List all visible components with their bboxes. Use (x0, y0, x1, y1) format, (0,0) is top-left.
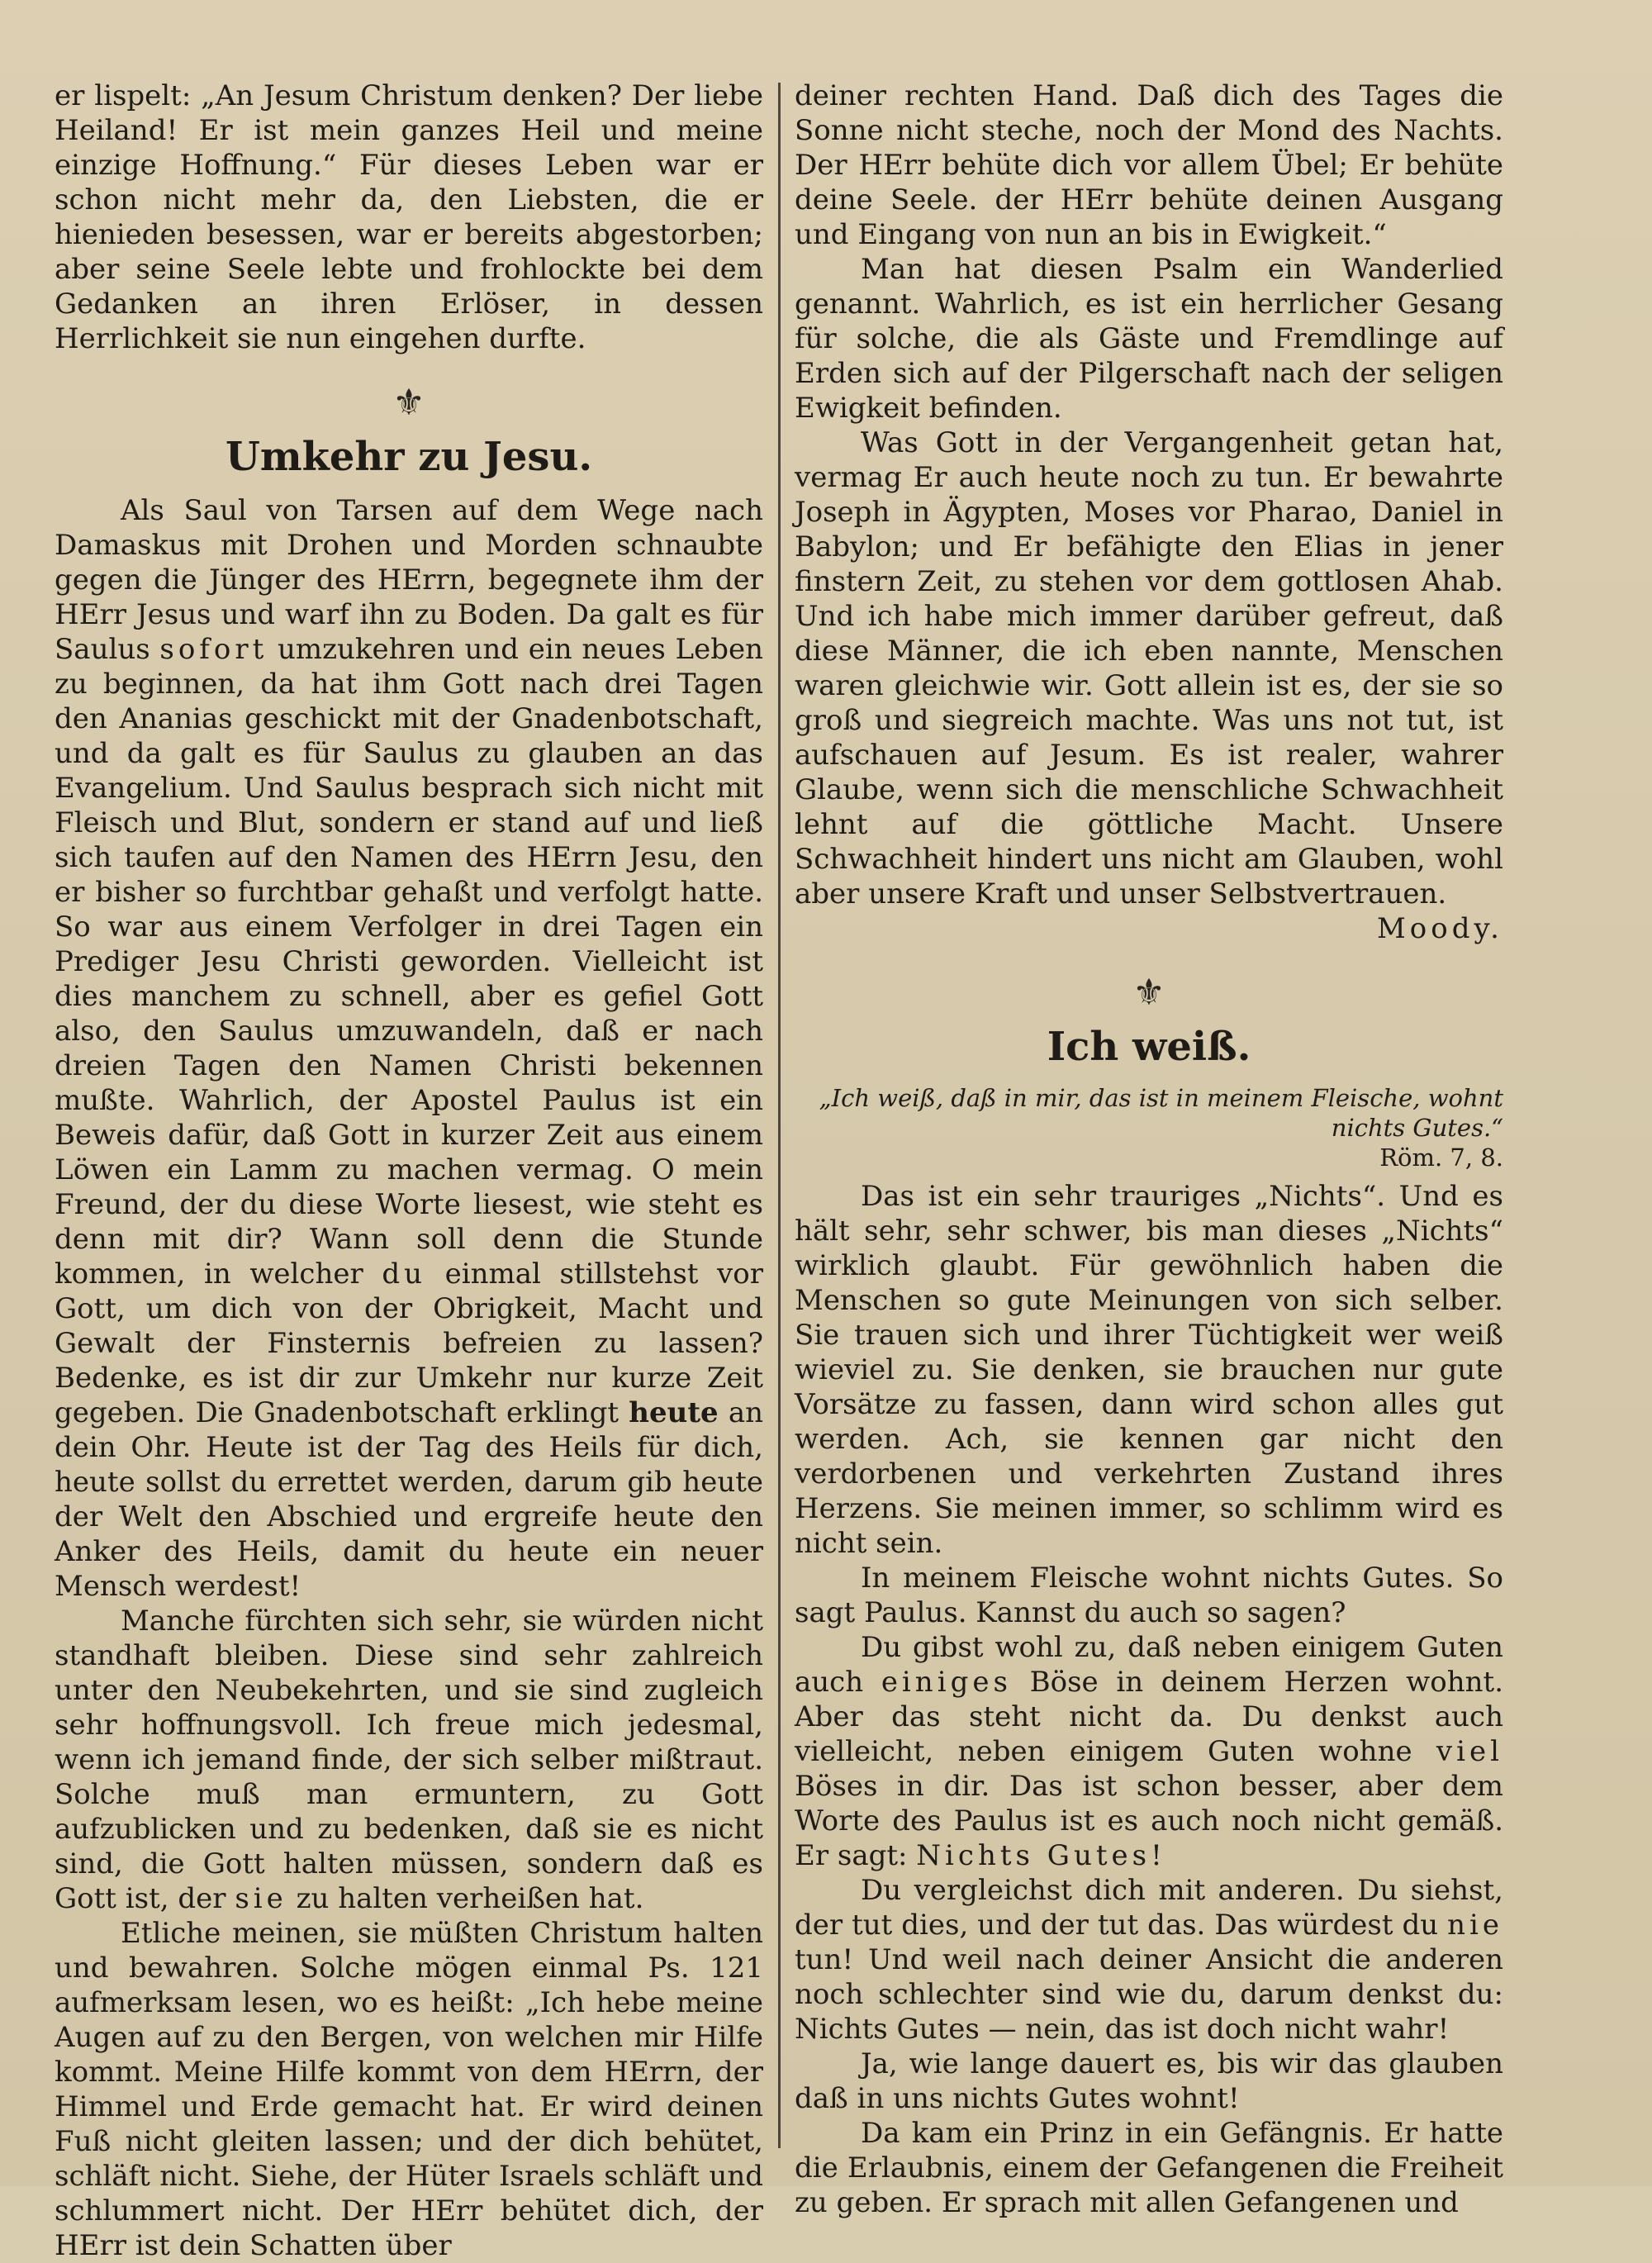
ornament-divider: ⚜ (392, 382, 425, 424)
emphasis: sie (235, 1882, 287, 1915)
paragraph: Das ist ein sehr trauriges „Nichts“. Und es hält sehr, sehr schwer, bis man dieses „Nichts“ wirklich glaubt. Für gewöhnlich haben die Menschen so gute Meinungen von sich selber. Sie trauen sich und ihrer Tüchtigkeit wer weiß wieviel zu. Sie denken, sie brauchen nur gute Vorsätze zu fassen, dann wird schon alles gut werden. Ach, sie kennen gar nicht den verdorbenen und verkehrten Zustand ihres Herzens. Sie meinen immer, so schlimm wird es nicht sein. (795, 1180, 1503, 1560)
paragraph: Da kam ein Prinz in ein Gefängnis. Er hatte die Erlaubnis, einem der Gefangenen die Freiheit zu geben. Er sprach mit allen Gefangenen und (795, 2117, 1503, 2219)
epigraph-reference: Röm. 7, 8. (1379, 1143, 1503, 1172)
emphasis: nie (1447, 1909, 1504, 1942)
emphasis: Nichts Gutes! (916, 1839, 1166, 1872)
paragraph: Du gibst wohl zu, daß neben einigem Guten auch einiges Böse in deinem Herzen wohnt. Aber das steht nicht da. Du denkst auch vielleicht, neben einigem Guten wohne viel Böses in dir. Das ist schon besser, aber dem Worte des Paulus ist es auch noch nicht gemäß. Er sagt: Nichts Gutes! (795, 1631, 1504, 1872)
paragraph: Man hat diesen Psalm ein Wanderlied genannt. Wahrlich, es ist ein herrlicher Gesang für solche, die als Gäste und Fremdlinge auf Erden sich auf der Pilgerschaft nach der seligen Ewigkeit befinden. (795, 253, 1503, 425)
emphasis: viel (1436, 1735, 1503, 1768)
article-heading-ich-weiss: Ich weiß. (1047, 1024, 1251, 1070)
epigraph (795, 1083, 1503, 1172)
right-column (795, 78, 1504, 2219)
author-signature: Moody. (1376, 912, 1503, 945)
emphasis: sofort (159, 633, 268, 666)
left-column (55, 78, 764, 2262)
emphasis-bold: heute (629, 1396, 719, 1429)
paragraph: Du vergleichst dich mit anderen. Du siehst, der tut dies, und der tut das. Das würdest du nie tun! Und weil nach deiner Ansicht die anderen noch schlechter sind wie du, darum denkst du: Nichts Gutes — nein, das ist doch nicht wahr! (795, 1874, 1504, 2046)
paragraph: Als Saul von Tarsen auf dem Wege nach Damaskus mit Drohen und Morden schnaubte gegen die Jünger des HErrn, begegnete ihm der HErr Jesus und warf ihn zu Boden. Da galt es für Saulus sofort umzukehren und ein neues Leben zu beginnen, da hat ihm Gott nach drei Tagen den Ananias geschickt mit der Gnadenbotschaft, und da galt es für Saulus zu glauben an das Evangelium. Und Saulus besprach sich nicht mit Fleisch und Blut, sondern er stand auf und ließ sich taufen auf den Namen des HErrn Jesu, den er bisher so furchtbar gehaßt und verfolgt hatte. So war aus einem Verfolger in drei Tagen ein Prediger Jesu Christi geworden. Vielleicht ist dies manchem zu schnell, aber es gefiel Gott also, den Saulus umzuwandeln, daß er nach dreien Tagen den Namen Christi bekennen mußte. Wahrlich, der Apostel Paulus ist ein Beweis dafür, daß Gott in kurzer Zeit aus einem Löwen ein Lamm zu machen vermag. O mein Freund, der du diese Worte liesest, wie steht es denn mit dir? Wann soll denn die Stunde kommen, in welcher du einmal stillstehst vor Gott, um dich von der Obrigkeit, Macht und Gewalt der Finsternis befreien zu lassen? Bedenke, es ist dir zur Umkehr nur kurze Zeit gegeben. Die Gnadenbotschaft erklingt heute an dein Ohr. Heute ist der Tag des Heils für dich, heute sollst du errettet werden, darum gib heute der Welt den Abschied und ergreife heute den Anker des Heils, damit du heute ein neuer Mensch werdest! (55, 494, 764, 1603)
column-rule (778, 83, 781, 2148)
ornament-divider: ⚜ (1132, 972, 1165, 1014)
epigraph-text: „Ich weiß, daß in mir, das ist in meinem Fleische, wohnt nichts Gutes.“ (819, 1084, 1503, 1142)
paragraph: Was Gott in der Vergangenheit getan hat, vermag Er auch heute noch zu tun. Er bewahrte Joseph in Ägypten, Moses vor Pharao, Daniel in Babylon; und Er befähigte den Elias in jener finstern Zeit, zu stehen vor dem gottlosen Ahab. Und ich habe mich immer darüber gefreut, daß diese Männer, die ich eben nannte, Menschen waren gleichwie wir. Gott allein ist es, der sie so groß und siegreich machte. Was uns not tut, ist aufschauen auf Jesum. Es ist realer, wahrer Glaube, wenn sich die menschliche Schwachheit lehnt auf die göttliche Macht. Unsere Schwachheit hindert uns nicht am Glauben, wohl aber unsere Kraft und unser Selbstvertrauen. (795, 426, 1503, 910)
paragraph: deiner rechten Hand. Daß dich des Tages die Sonne nicht steche, noch der Mond des Nachts. Der HErr behüte dich vor allem Übel; Er behüte deine Seele. der HErr behüte deinen Ausgang und Eingang von nun an bis in Ewigkeit.“ (795, 79, 1503, 251)
paragraph: Ja, wie lange dauert es, bis wir das glauben daß in uns nichts Gutes wohnt! (795, 2047, 1503, 2115)
paragraph: er lispelt: „An Jesum Christum denken? Der liebe Heiland! Er ist mein ganzes Heil und meine einzige Hoffnung.“ Für dieses Leben war er schon nicht mehr da, den Liebsten, die er hienieden besessen, war er bereits abgestorben; aber seine Seele lebte und frohlockte bei dem Gedanken an ihren Erlöser, in dessen Herrlichkeit sie nun eingehen durfte. (55, 79, 763, 355)
paragraph: Etliche meinen, sie müßten Christum halten und bewahren. Solche mögen einmal Ps. 121 aufmerksam lesen, wo es heißt: „Ich hebe meine Augen auf zu den Bergen, von welchen mir Hilfe kommt. Meine Hilfe kommt von dem HErrn, der Himmel und Erde gemacht hat. Er wird deinen Fuß nicht gleiten lassen; und der dich behütet, schläft nicht. Siehe, der Hüter Israels schläft und schlummert nicht. Der HErr behütet dich, der HErr ist dein Schatten über (55, 1917, 763, 2262)
emphasis: einiges (881, 1666, 1012, 1699)
paragraph: In meinem Fleische wohnt nichts Gutes. So sagt Paulus. Kannst du auch so sagen? (795, 1562, 1503, 1629)
paragraph: Manche fürchten sich sehr, sie würden nicht standhaft bleiben. Diese sind sehr zahlreich unter den Neubekehrten, und sie sind zugleich sehr hoffnungsvoll. Ich freue mich jedesmal, wenn ich jemand finde, der sich selber mißtraut. Solche muß man ermuntern, zu Gott aufzublicken und zu bedenken, daß sie es nicht sind, die Gott halten müssen, sondern daß es Gott ist, der sie zu halten verheißen hat. (55, 1605, 763, 1915)
emphasis: du (382, 1257, 427, 1291)
article-heading-umkehr: Umkehr zu Jesu. (225, 434, 593, 480)
